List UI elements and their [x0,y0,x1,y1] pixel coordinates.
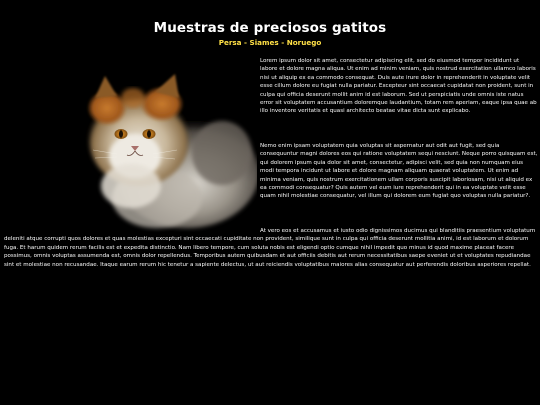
nav-separator: - [244,38,248,47]
breed-nav [0,38,540,47]
paragraph-1: Lorem ipsum dolor sit amet, consectetur adipiscing elit, sed do eiusmod tempor incididunt ut labore et dolore magna aliqua. Ut enim ad minim veniam, quis nostrud exercitation ullamco laboris nisi ut aliquip ex ea commodo consequat. Duis aute irure dolor in reprehenderit in voluptate velit esse cillum dolore eu fugiat nulla pariatur. Excepteur sint occaecat cupidatat non proident, sunt in culpa qui officia deserunt mollit anim id est laborum. Sed ut perspiciatis unde omnis iste natus error sit voluptatem accusantium doloremque laudantium, totam rem aperiam, eaque ipsa quae ab illo inventore veritatis et quasi architecto beatae vitae dicta sunt explicabo. [260,58,537,115]
nav-link-persa[interactable]: Persa [218,38,242,47]
paragraph-2: Nemo enim ipsam voluptatem quia voluptas sit aspernatur aut odit aut fugit, sed quia consequuntur magni dolores eos qui ratione voluptatem sequi nesciunt. Neque porro quisquam est, qui dolorem ipsum quia dolor sit amet, consectetur, adipisci velit, sed quia non numquam eius modi tempora incidunt ut labore et dolore magnam aliquam quaerat voluptatem. Ut enim ad minima veniam, quis nostrum exercitationem ullam corporis suscipit laboriosam, nisi ut aliquid ex ea commodi consequatur? Quis autem vel eum iure reprehenderit qui in ea voluptate velit esse quam nihil molestiae consequatur, vel illum qui dolorem eum fugiat quo voluptas nulla pariatur?. [260,143,538,200]
paragraph-3: At vero eos et accusamus et iusto odio dignissimos ducimus qui blanditiis praesentium voluptatum deleniti atque corrupti quos dolores et quas molestias excepturi sint occaecati cupiditate non provident, similique sunt in culpa qui officia deserunt mollitia animi, id est laborum et dolorum fuga. Et harum quidem rerum facilis est et expedita distinctio. Nam libero tempore, cum soluta nobis est eligendi optio cumque nihil impedit quo minus id quod maxime placeat facere possimus, omnis voluptas assumenda est, omnis dolor repellendus. Temporibus autem quibusdam et aut officiis debitis aut rerum necessitatibus saepe eveniet ut et voluptates repudiandae sint et molestiae non recusandae. Itaque earum rerum hic tenetur a sapiente delectus, ut aut reiciendis voluptatibus maiores alias consequatur aut perferendis doloribus asperiores repellat. [4,228,536,268]
nav-separator: - [281,38,285,47]
nav-link-noruego[interactable]: Noruego [286,38,322,47]
persian-cat-photo [47,58,257,233]
nav-link-siames[interactable]: Siames [249,38,279,47]
page-title: Muestras de preciosos gatitos [153,20,387,37]
paragraph-3-container [4,227,536,269]
